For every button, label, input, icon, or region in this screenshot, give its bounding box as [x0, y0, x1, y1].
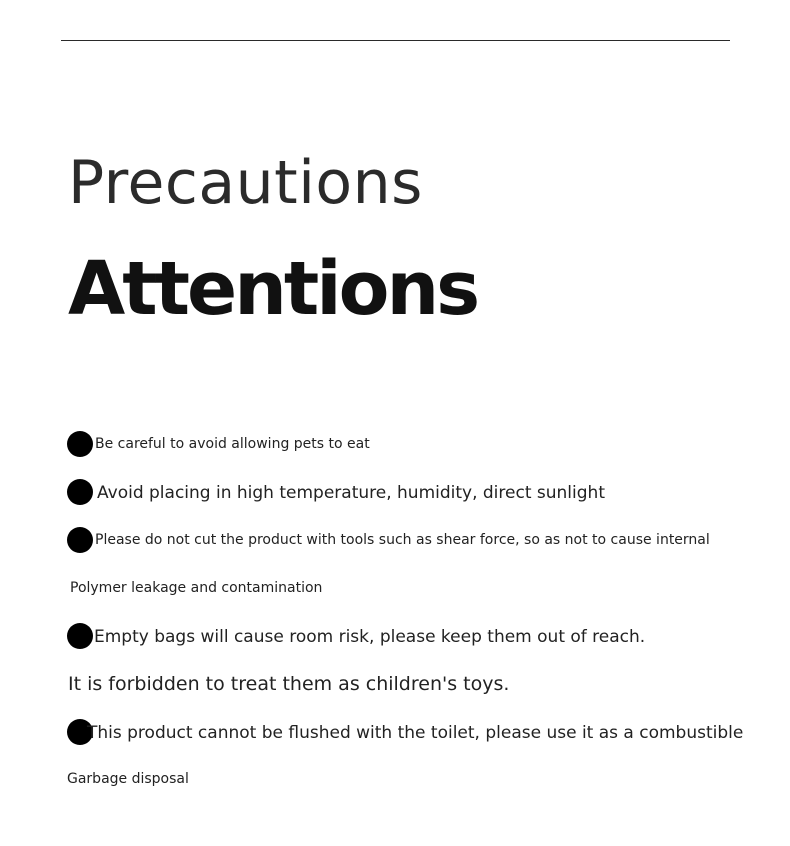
bullet-dot — [67, 479, 93, 505]
bullet-dot — [67, 623, 93, 649]
attention-item-4: Empty bags will cause room risk, please keep them out of reach. — [94, 627, 646, 647]
attention-item-2: Avoid placing in high temperature, humidity, direct sunlight — [97, 483, 605, 503]
page-title: Precautions — [68, 148, 423, 218]
attention-item-3: Please do not cut the product with tools such as shear force, so as not to cause internal — [95, 532, 710, 548]
attention-item-5: This product cannot be flushed with the toilet, please use it as a combustible — [87, 723, 744, 743]
page-subtitle: Attentions — [68, 246, 478, 332]
attention-item-1: Be careful to avoid allowing pets to eat — [95, 436, 370, 452]
bullet-dot — [67, 527, 93, 553]
attention-item-4-continued: It is forbidden to treat them as children's toys. — [68, 673, 510, 695]
attention-item-3-continued: Polymer leakage and contamination — [70, 580, 323, 596]
top-divider — [61, 40, 730, 41]
bullet-dot — [67, 431, 93, 457]
attention-item-5-continued: Garbage disposal — [67, 771, 189, 787]
